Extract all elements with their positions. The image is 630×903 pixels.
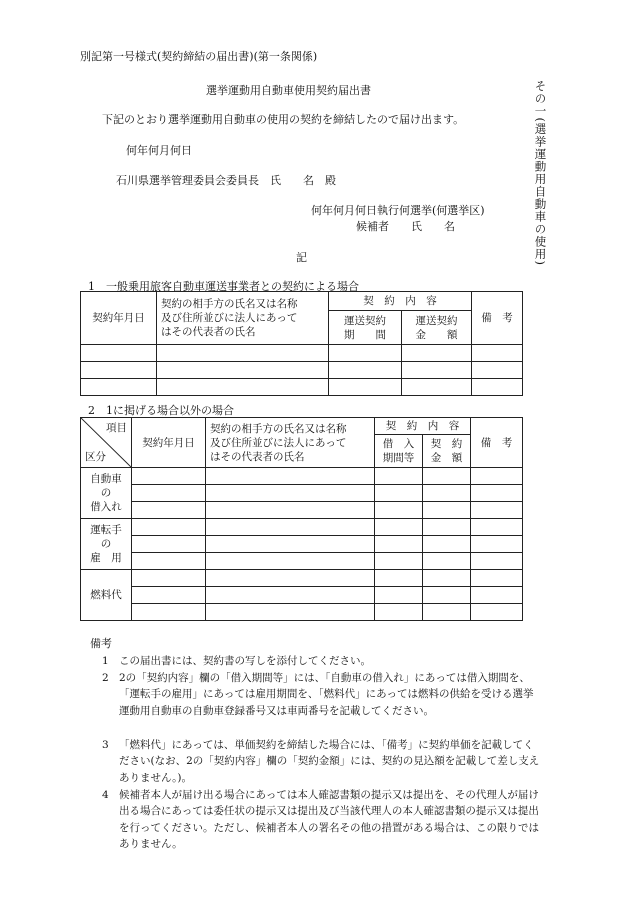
table-cell[interactable] [206,587,375,604]
s2-header-date: 契約年月日 [132,418,206,468]
table-cell[interactable] [81,362,157,379]
section2-heading: 2 1に掲げる場合以外の場合 [88,404,234,417]
table-cell[interactable] [157,379,329,396]
form-reference: 別記第一号様式(契約締結の届出書)(第一条関係) [80,50,318,63]
table-cell[interactable] [472,362,523,379]
note-item [102,737,544,786]
table-cell[interactable] [423,485,471,502]
table-cell[interactable] [329,379,402,396]
note-item [102,670,544,719]
table-cell[interactable] [132,553,206,570]
table-cell[interactable] [375,519,423,536]
table-cell[interactable] [375,570,423,587]
table-cell[interactable] [375,604,423,621]
table-cell[interactable] [375,502,423,519]
table-cell[interactable] [471,519,523,536]
table-cell[interactable] [206,502,375,519]
s1-header-party: 契約の相手方の氏名又は名称 及び住所並びに法人にあって はその代表者の氏名 [157,292,329,345]
table-cell[interactable] [132,519,206,536]
table-cell[interactable] [206,570,375,587]
table-cell[interactable] [471,587,523,604]
note-text: 「燃料代」にあっては、単価契約を締結した場合には、「備考」に契約単価を記載してください(なお、2の「契約内容」欄の「契約金額」には、契約の見込額を記載して差し支えありません。)。 [119,739,540,784]
s1-header-date: 契約年月日 [81,292,157,345]
table-cell[interactable] [206,604,375,621]
table-cell[interactable] [402,362,472,379]
table-cell[interactable] [423,587,471,604]
table-cell[interactable] [423,604,471,621]
table-cell[interactable] [423,502,471,519]
table-cell[interactable] [471,485,523,502]
s2-header-party: 契約の相手方の氏名又は名称 及び住所並びに法人にあって はその代表者の氏名 [206,418,375,468]
note-item [102,653,544,669]
side-label: その一(選挙運動用自動車の使用) [533,80,548,266]
ki-heading: 記 [296,251,307,264]
s2-diag-class: 区分 [85,451,106,463]
table-cell[interactable] [81,379,157,396]
s1-header-period: 運送契約 期 間 [329,311,402,345]
s2-category-car: 自動車 の 借入れ [81,468,132,519]
table-cell[interactable] [423,553,471,570]
s2-category-driver: 運転手 の 雇 用 [81,519,132,570]
section1-heading: 1 一般乗用旅客自動車運送事業者との契約による場合 [88,280,359,293]
table-cell[interactable] [132,587,206,604]
candidate-name: 候補者 氏 名 [356,220,455,233]
s2-header-amount: 契 約 金 額 [423,435,471,468]
table-cell[interactable] [423,570,471,587]
table-cell[interactable] [471,502,523,519]
date-line: 何年何月何日 [126,144,192,157]
s1-header-content: 契 約 内 容 [329,292,472,311]
table-cell[interactable] [206,519,375,536]
table-cell[interactable] [471,468,523,485]
section1-table [80,291,523,396]
s2-header-content: 契 約 内 容 [375,418,471,435]
notes-title: 備考 [90,637,112,650]
s1-header-amount: 運送契約 金 額 [402,311,472,345]
table-cell[interactable] [132,468,206,485]
addressee: 石川県選挙管理委員会委員長 氏 名 殿 [116,174,336,187]
s2-header-remarks: 備 考 [471,418,523,468]
table-cell[interactable] [132,536,206,553]
table-cell[interactable] [132,604,206,621]
note-number: 3 [102,739,109,751]
table-cell[interactable] [206,553,375,570]
document-title: 選挙運動用自動車使用契約届出書 [206,84,371,97]
table-cell[interactable] [423,468,471,485]
intro-text: 下記のとおり選挙運動用自動車の使用の契約を締結したので届け出ます。 [102,113,465,126]
table-cell[interactable] [375,587,423,604]
table-cell[interactable] [402,379,472,396]
table-row [81,345,523,362]
table-cell[interactable] [132,485,206,502]
table-cell[interactable] [471,536,523,553]
note-item [102,787,544,852]
table-cell[interactable] [423,536,471,553]
table-cell[interactable] [375,485,423,502]
table-cell[interactable] [423,519,471,536]
s1-header-remarks: 備 考 [472,292,523,345]
note-text: 2の「契約内容」欄の「借入期間等」には、「自動車の借入れ」にあっては借入期間を、「運転手の雇用」にあっては雇用期間を、「燃料代」にあっては燃料の供給を受ける選挙運動用自動車の自動車登録番号又は車両番号を記載してください。 [119,672,534,717]
s2-diag-item: 項目 [106,422,127,434]
s2-category-fuel: 燃料代 [81,570,132,621]
note-number: 2 [102,672,109,684]
table-cell[interactable] [472,379,523,396]
table-cell[interactable] [472,345,523,362]
table-row [81,362,523,379]
table-cell[interactable] [375,553,423,570]
table-cell[interactable] [206,536,375,553]
note-number: 1 [102,655,109,667]
table-cell[interactable] [329,362,402,379]
note-number: 4 [102,789,109,801]
table-cell[interactable] [157,362,329,379]
s2-header-diagonal [81,418,132,468]
table-cell[interactable] [471,570,523,587]
table-cell[interactable] [157,345,329,362]
s2-header-period: 借 入 期間等 [375,435,423,468]
table-cell[interactable] [81,345,157,362]
table-cell[interactable] [375,536,423,553]
table-cell[interactable] [329,345,402,362]
table-cell[interactable] [471,604,523,621]
table-cell[interactable] [402,345,472,362]
section2-table [80,417,523,621]
election-name: 何年何月何日執行何選挙(何選挙区) [311,204,485,217]
table-cell[interactable] [132,570,206,587]
note-text: 候補者本人が届け出る場合にあっては本人確認書類の提示又は提出を、その代理人が届け出る場合にあっては委任状の提示又は提出及び当該代理人の本人確認書類の提示又は提出を行ってください。ただし、候補者本人の署名その他の措置がある場合は、この限りではありません。 [119,789,539,850]
table-cell[interactable] [206,468,375,485]
table-cell[interactable] [471,553,523,570]
table-row [81,379,523,396]
table-cell[interactable] [132,502,206,519]
note-text: この届出書には、契約書の写しを添付してください。 [119,655,371,667]
table-cell[interactable] [375,468,423,485]
table-cell[interactable] [206,485,375,502]
